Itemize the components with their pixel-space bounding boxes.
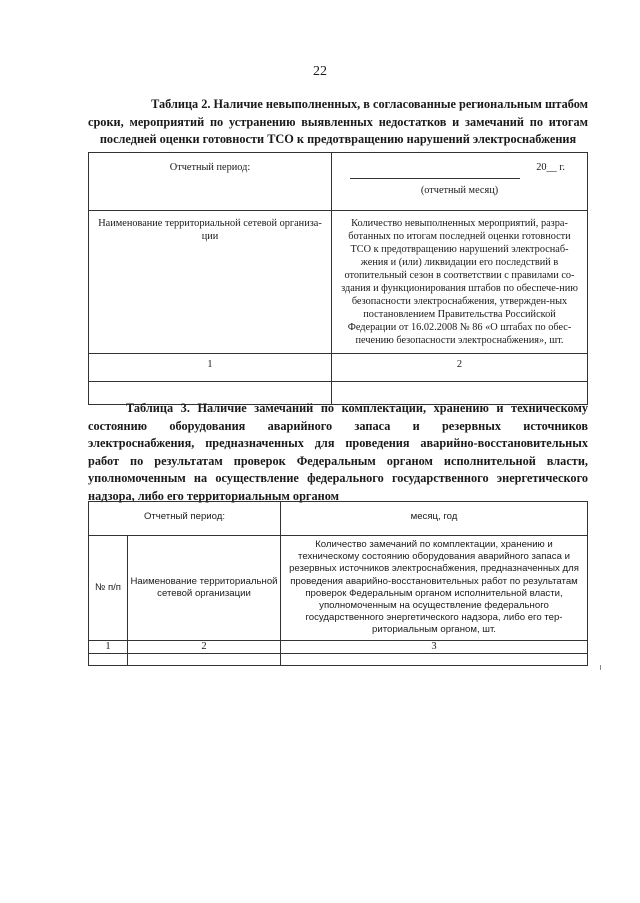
table3 [88,501,588,666]
table3-col3-header: Количество замечаний по комплектации, хранению и техническому состоянию оборудования аварийного запаса и резервных источников электроснабжения, предназначенных для проведения аварийно-восстановительных работ по результатам проверок Федеральным органом исполнительной власти, уполномоченным на осуществление федерального государственного энергетического надзора, либо его тер-риториальным органом, шт. [281,536,588,641]
table3-col1-header: № п/п [89,536,128,641]
table3-title-line: Таблица 3. Наличие замечаний по комплектации, хранению и техническому [126,401,588,415]
table2-col2-header: Количество невыполненных мероприятий, разра-ботанных по итогам последней оценки готовности ТСО к предотвращению нарушений электроснаб-жения и (или) ликвидации его последствий в отопительный сезон в соответствии с правилами со-здания и функционирования штабов по обеспече-нию безопасности электроснабжения, утвержден-ных постановлением Правительства Российской Федерации от 16.02.2008 № 86 «О штабах по обес-печению безопасности электроснабжения», шт. [332,211,588,354]
table2-period-label: Отчетный период: [89,153,332,211]
table2-year: 20__ г. [536,162,565,173]
table2-month-caption: (отчетный месяц) [420,185,499,196]
table2-title-line: последней оценки готовности ТСО к предотвращению нарушений электроснабжения [99,132,577,146]
table3-title-line: надзора, либо его территориальным органом [88,488,340,503]
table3-empty-cell [128,653,281,665]
table3-title-line: работ по результатам проверок Федеральным органом исполнительной власти, [88,453,588,468]
table3-period-value: месяц, год [281,502,588,536]
scan-speck [600,665,601,670]
table2-period-cell [332,153,588,211]
table2-title-line: сроки, мероприятий по устранению выявленных недостатков и замечаний по итогам [88,114,588,129]
page-number: 22 [313,64,327,79]
table2-col2-number: 2 [332,354,588,382]
table2-title-line: Таблица 2. Наличие невыполненных, в согласованные региональным штабом [151,97,588,111]
table2-col1-number: 1 [89,354,332,382]
table3-period-label: Отчетный период: [89,502,281,536]
table2 [88,152,588,405]
table3-col2-header: Наименование территориальной сетевой организации [128,536,281,641]
table3-col2-number: 2 [128,640,281,653]
table3-title-line: состоянию оборудования аварийного запаса и резервных источников [88,418,588,433]
table2-title [88,96,588,149]
table3-col1-number: 1 [89,640,128,653]
table3-title [88,400,588,505]
table3-col3-number: 3 [281,640,588,653]
table3-title-line: уполномоченным на осуществление федерального государственного энергетического [88,471,588,485]
table3-empty-cell [281,653,588,665]
table3-empty-cell [89,653,128,665]
table2-col1-header: Наименование территориальной сетевой организа-ции [89,211,332,354]
table3-title-line: электроснабжения, предназначенных для проведения аварийно-восстановительных [88,436,588,450]
table2-month-underline [350,178,520,179]
